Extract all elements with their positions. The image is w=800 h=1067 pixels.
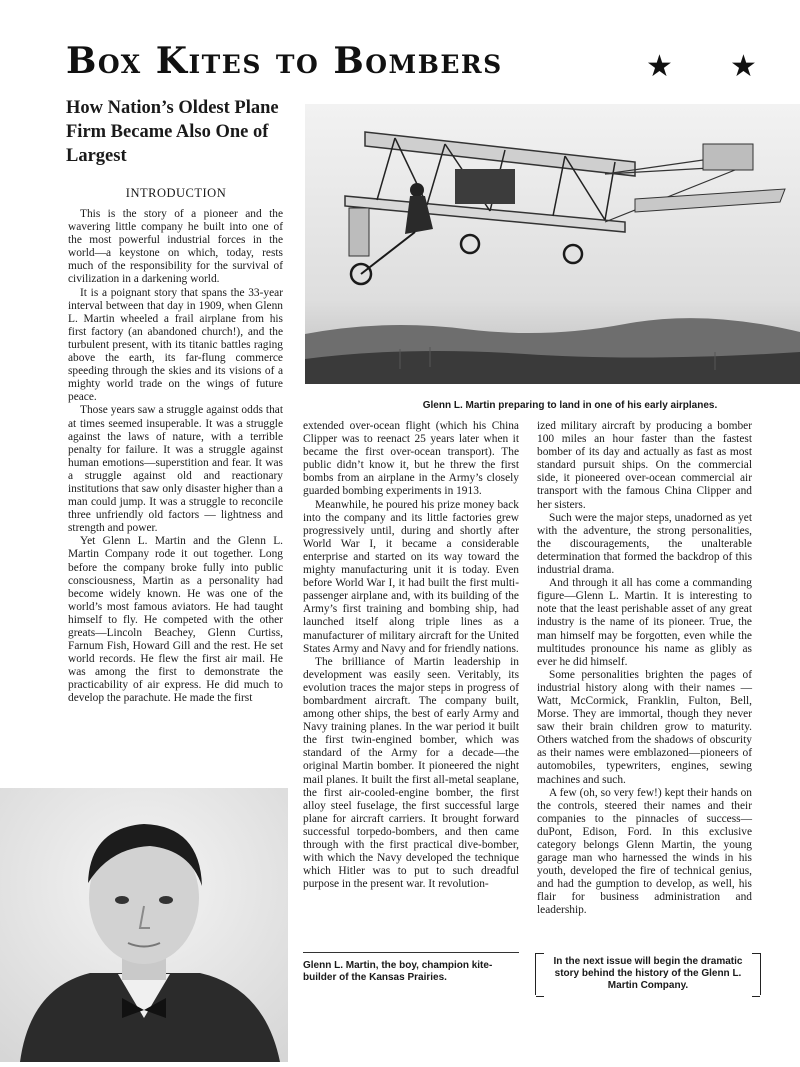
paragraph: Meanwhile, he poured his prize money back into the company and its little factories grew progressively until, during and shortly after World War I, it became a considerable enterprise and started on its way toward the mighty manufacturing unit it is today. Even before World War I, it had built the first multi-passenger airplane and, with its building of the Army’s first training and bombing ship, had launched itself along triple lines as a manufacturer of military aircraft for the United States Army and Navy and for friendly nations. bbox=[303, 498, 519, 655]
paragraph: A few (oh, so very few!) kept their hands on the controls, steered their names and their companies to the pinnacles of success—duPont, Edison, Ford. In this exclusive category belongs Glenn Martin, the young garage man who harnessed the winds in his youth, developed the fire of technical genius, and had the gumption to develop, as well, his flair for business administration and leadership. bbox=[537, 786, 752, 917]
paragraph: Some personalities brighten the pages of industrial history along with their names — Watt, McCormick, Franklin, Fulton, Bell, Morse. They are immortal, though they never saw their brain children grow to maturity. Others watched from the shadows of obscurity as their names were emblazoned—pioneers of automobiles, typewriters, engines, sewing machines and such. bbox=[537, 668, 752, 786]
article-column-1 bbox=[68, 208, 283, 706]
caption-rule bbox=[303, 952, 519, 953]
star-icon: ★ bbox=[730, 50, 757, 83]
paragraph: Those years saw a struggle against odds that at times seemed insuperable. It was a struggle against the laws of nature, with a terrible penalty for failure. It was a struggle against human emotions—superstition and fear. It was a struggle against old and reactionary institutions that saw only disaster higher than a man could jump. It was a struggle to reconcile three unfriendly old factors — lightness and strength and power. bbox=[68, 404, 283, 535]
paragraph: And through it all has come a commanding figure—Glenn L. Martin. It is interesting to note that the least perishable asset of any great industry is the name of its pioneer. True, the man himself may be forgotten, even while the multitudes pronounce his name as glibly as ever he did himself. bbox=[537, 577, 752, 668]
page-title: Box Kites to Bombers bbox=[66, 40, 503, 82]
paragraph: It is a poignant story that spans the 33-year interval between that day in 1909, when Glenn L. Martin wheeled a frail airplane from his first factory (an abandoned church!), and the turbulent present, with its titanic battles raging above the earth, its far-flung commerce speeding through the skies and its visions of a mighty world trade on the wings of future peace. bbox=[68, 286, 283, 404]
paragraph: extended over-ocean flight (which his China Clipper was to reenact 25 years later when it became the first over-ocean transport). The public didn’t know it, but he threw the first bombs from an airplane in the Army’s closely guarded bombing experiments in 1913. bbox=[303, 420, 519, 498]
paragraph: ized military aircraft by producing a bomber 100 miles an hour faster than the fastest bomber of its day and actually as fast as most standard pursuit ships. On the commercial side, it pioneered over-ocean commercial air transport with the famous China Clipper and her sisters. bbox=[537, 420, 752, 511]
article-column-2 bbox=[303, 420, 519, 891]
introduction-heading: INTRODUCTION bbox=[125, 186, 227, 200]
paragraph: The brilliance of Martin leadership in development was easily seen. Veritably, its evolution traces the major steps in progress of bombardment aircraft. The company built, among other ships, the best of early Army and Navy training planes. In the war period it built the first twin-engined bomber, which was standard of the Army for a decade—the original Martin bomber. It pioneered the night mail planes. It built the first all-metal seaplane, the first air-cooled-engine bomber, the first alloy steel fuselage, the first successful large plane for aircraft carriers. It brought forward successful torpedo-bombers, and then came through with the first practical dive-bomber, with which the Navy developed the technique which Hitler was to put to such dreadful purpose in the present war. It revolution- bbox=[303, 655, 519, 891]
paragraph: Such were the major steps, unadorned as yet with the adventure, the strong personalities, the discouragements, the unalterable determination that formed the backdrop of this industrial drama. bbox=[537, 511, 752, 577]
airplane-photo bbox=[305, 104, 800, 384]
paragraph: Yet Glenn L. Martin and the Glenn L. Martin Company rode it out together. Long before the company broke fully into public consciousness, Martin as a personality had become widely known. He was one of the world’s most famous aviators. He had taught himself to fly. He competed with the other greats—Lincoln Beachey, Glenn Curtiss, Farnum Fish, Howard Gill and the rest. He set world records. He flew the first air mail. He was among the first to demonstrate the practicability of air express. He did much to develop the parachute. He made the first bbox=[68, 535, 283, 705]
paragraph: This is the story of a pioneer and the wavering little company he built into one of the most powerful industrial forces in the world—a keystone on which, today, rests much of the responsibility for the survival of civilization in a darkening world. bbox=[68, 208, 283, 286]
next-issue-teaser: In the next issue will begin the dramatic story behind the history of the Glenn L. Martin Company. bbox=[535, 953, 761, 995]
photo-caption: Glenn L. Martin preparing to land in one of his early airplanes. bbox=[422, 400, 718, 411]
portrait-caption bbox=[303, 960, 519, 984]
article-column-3 bbox=[537, 420, 752, 918]
star-icon: ★ bbox=[646, 50, 673, 83]
caption-text: Glenn L. Martin, the boy, champion kite-builder of the Kansas Prairies. bbox=[303, 960, 493, 983]
portrait-photo bbox=[0, 788, 288, 1062]
subtitle: How Nation’s Oldest Plane Firm Became Also One of Largest bbox=[66, 98, 279, 166]
